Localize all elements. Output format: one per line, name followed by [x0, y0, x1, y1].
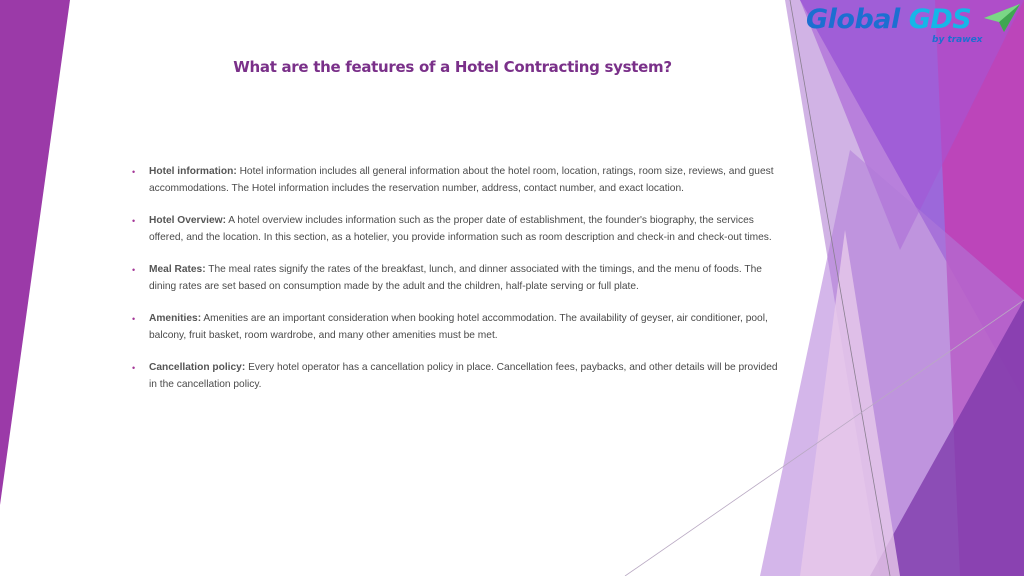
list-item: [132, 262, 780, 295]
bullet-dot: •: [132, 314, 136, 324]
bullet-term: Meal Rates:: [149, 264, 206, 275]
paper-plane-icon: [984, 4, 1020, 32]
bullet-dot: •: [132, 363, 136, 373]
global-gds-logo: [806, 2, 1021, 48]
logo-wordmark: [806, 2, 971, 38]
bullet-text: A hotel overview includes information such as the proper date of establishment, the founder's biography, the services offered, and the location. In this section, as a hotelier, you provide information such as room description and check-in and check-out times.: [149, 215, 772, 243]
bullet-term: Amenities:: [149, 313, 202, 324]
bullet-term: Hotel Overview:: [149, 215, 226, 226]
logo-word-global: Global: [806, 4, 900, 35]
list-item: [132, 164, 780, 197]
features-list: [132, 164, 780, 409]
list-item: [132, 213, 780, 246]
logo-word-gds: GDS: [908, 4, 972, 35]
logo-tagline: by trawex: [932, 35, 983, 45]
bullet-dot: •: [132, 167, 136, 177]
bullet-text: Amenities are an important consideration when booking hotel accommodation. The availability of geyser, air conditioner, pool, balcony, fruit basket, room wardrobe, and many other amenities must be met.: [149, 313, 768, 341]
left-purple-band: [0, 0, 70, 505]
bullet-text: Hotel information includes all general information about the hotel room, location, ratings, room size, reviews, and guest accommodations. The Hotel information includes the reservation number, address, contact number, and exact location.: [149, 166, 774, 194]
page-title: What are the features of a Hotel Contracting system?: [233, 58, 672, 76]
list-item: [132, 311, 780, 344]
bullet-text: The meal rates signify the rates of the breakfast, lunch, and dinner associated with the timings, and the menu of foods. The dining rates are set based on consumption made by the adult and the children, half-plate serving or full plate.: [149, 264, 762, 292]
bullet-dot: •: [132, 265, 136, 275]
bullet-term: Hotel information:: [149, 166, 237, 177]
bullet-term: Cancellation policy:: [149, 362, 246, 373]
bullet-dot: •: [132, 216, 136, 226]
list-item: [132, 360, 780, 393]
bullet-text: Every hotel operator has a cancellation policy in place. Cancellation fees, paybacks, and other details will be provided in the cancellation policy.: [149, 362, 778, 390]
